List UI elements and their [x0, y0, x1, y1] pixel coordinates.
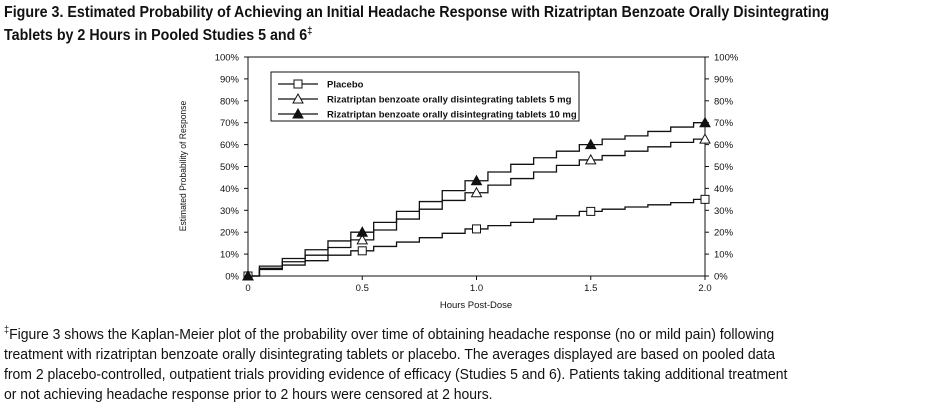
title-line-2-text: Tablets by 2 Hours in Pooled Studies 5 and 6: [4, 27, 308, 45]
y-tick-label-left: 50%: [219, 162, 239, 173]
y-tick-label-left: 20%: [219, 227, 239, 239]
y-tick-label-right: 80%: [714, 96, 734, 108]
y-tick-label-right: 30%: [714, 205, 734, 217]
x-tick-label: 0: [245, 283, 251, 294]
x-tick-label: 0.5: [355, 283, 369, 294]
footnote-line-1-text: Figure 3 shows the Kaplan-Meier plot of the probability over time of obtaining headache response (no or mild pain) following: [9, 326, 775, 344]
figure-footnote: [4, 321, 924, 405]
series-lines: [248, 123, 705, 276]
footnote-line-3: from 2 placebo-controlled, outpatient trials providing evidence of efficacy (Studies 5 and 6). Patients taking additional treatment: [4, 366, 788, 384]
x-axis-label: Hours Post-Dose: [439, 300, 513, 311]
y-tick-label-right: 50%: [714, 162, 734, 173]
x-tick-label: 1.0: [469, 283, 484, 294]
y-tick-label-left: 40%: [219, 183, 239, 195]
legend-label-1: Placebo: [327, 79, 364, 91]
y-tick-label-left: 90%: [219, 74, 239, 86]
y-tick-label-right: 20%: [714, 227, 734, 239]
y-tick-label-right: 40%: [714, 183, 734, 195]
y-tick-label-left: 100%: [214, 52, 239, 64]
series-line-1: [248, 199, 705, 276]
legend-marker-1: [294, 80, 302, 88]
y-tick-label-left: 70%: [219, 118, 239, 130]
y-axis-label: Estimated Probability of Response: [177, 100, 189, 232]
y-tick-label-right: 70%: [714, 118, 734, 130]
y-tick-label-right: 100%: [714, 52, 739, 64]
y-tick-label-left: 0%: [225, 271, 239, 283]
footnote-line-4: or not achieving headache response prior to 2 hours were censored at 2 hours.: [4, 386, 493, 404]
footnote-mark: ‡: [4, 325, 10, 336]
series-1-point: [587, 207, 595, 215]
legend-label-3: Rizatriptan benzoate orally disintegrating tablets 10 mg: [327, 109, 577, 121]
y-tick-label-right: 0%: [714, 271, 728, 283]
series-1-point: [358, 247, 366, 255]
footnote-line-1: [4, 321, 924, 345]
y-tick-label-left: 30%: [219, 205, 239, 217]
legend-label-2: Rizatriptan benzoate orally disintegrating tablets 5 mg: [327, 94, 572, 106]
x-tick-label: 2.0: [698, 283, 712, 294]
title-line-1: Figure 3. Estimated Probability of Achieving an Initial Headache Response with Rizatriptan Benzoate Orally Disintegrating: [4, 4, 830, 21]
series-1-point: [473, 225, 481, 233]
x-tick-label: 1.5: [584, 283, 598, 294]
y-tick-label-right: 10%: [714, 249, 734, 261]
title-footnote-mark: ‡: [307, 26, 313, 37]
y-tick-label-left: 60%: [219, 140, 239, 152]
y-tick-label-left: 10%: [219, 249, 239, 261]
footnote-line-2: treatment with rizatriptan benzoate orally disintegrating tablets or placebo. The averages displayed are based on pooled data: [4, 346, 776, 364]
y-tick-label-right: 90%: [714, 74, 734, 86]
series-line-3: [248, 123, 705, 276]
chart-legend: [271, 72, 579, 121]
series-1-point: [701, 195, 709, 203]
y-tick-label-right: 60%: [714, 140, 734, 152]
y-tick-label-left: 80%: [219, 96, 239, 108]
